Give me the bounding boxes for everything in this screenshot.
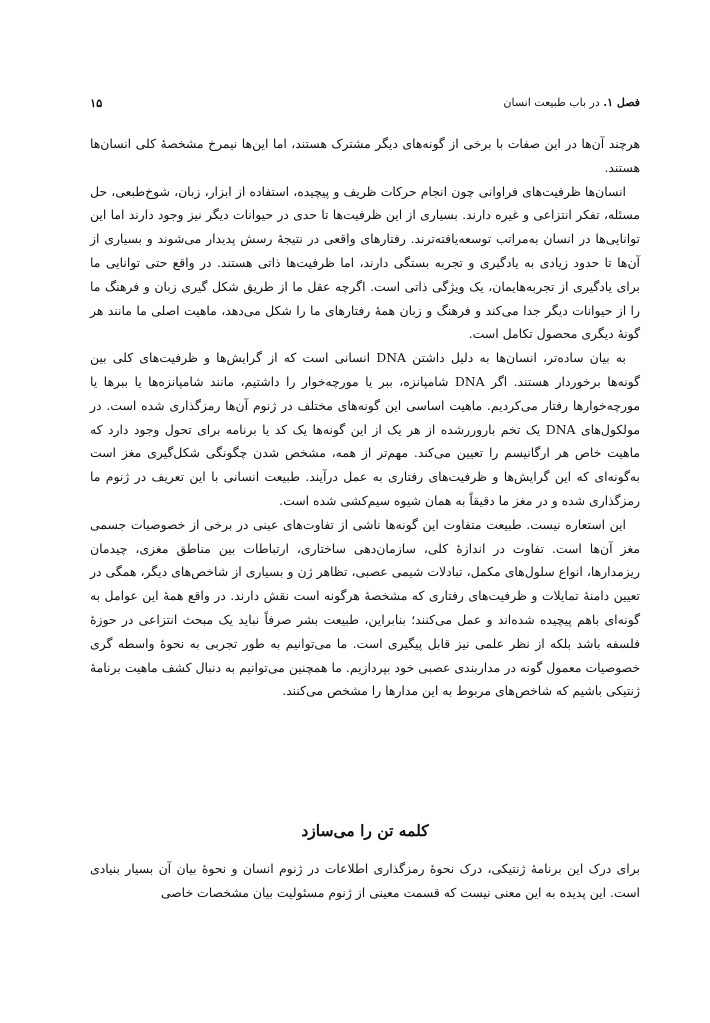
- chapter-label: فصل ۱.: [603, 96, 640, 109]
- paragraph-genetic-program: برای درک این برنامهٔ ژنتیکی، درک نحوهٔ رمزگذاری اطلاعات در ژنوم انسان و نحوهٔ بیان آن بسیار بنیادی است. این پدیده به این معنی نیست که قسمت معینی از ژنوم مسئولیت بیان مشخصات خاصی: [90, 861, 640, 900]
- body-text: [90, 132, 640, 703]
- chapter-header: [503, 94, 640, 112]
- page-number: ۱۵: [90, 96, 103, 110]
- chapter-title: در باب طبیعت انسان: [503, 96, 600, 109]
- paragraph-continued: هرچند آن‌ها در این صفات با برخی از گونه‌های دیگر مشترک هستند، اما این‌ها نیمرخ مشخصهٔ کلی انسان‌ها هستند.: [90, 136, 640, 175]
- paragraph-dna: به بیان ساده‌تر، انسان‌ها به دلیل داشتن DNA انسانی است که از گرایش‌ها و ظرفیت‌های کلی بین گونه‌ها برخوردار هستند. اگر DNA شامپانزه، ببر یا مورچه‌خوار را داشتیم، مانند شامپانزه‌ها یا ببرها یا مورچه‌خوارها رفتار می‌کردیم. ماهیت اساسی این گونه‌های مختلف در ژنوم آن‌ها رمزگذاری شده است. در مولکول‌های DNA یک تخم باروررشده از هر یک از این گونه‌ها یک کد یا برنامه برای تحول وجود دارد که ماهیت خاص هر ارگانیسم را تعیین می‌کند. مهم‌تر از همه، مشخص شدن چگونگی شکل‌گیری مغز است به‌گونه‌ای که این گرایش‌ها و ظرفیت‌های رفتاری به عمل درآیند. طبیعت انسانی با این تعریف در ژنوم ما رمزگذاری شده و در مغز ما دقیقاً به همان شیوه سیم‌کشی شده است.: [90, 350, 640, 508]
- paragraph-metaphor: این استعاره نیست. طبیعت متفاوت این گونه‌ها ناشی از تفاوت‌های عینی در برخی از خصوصیات جسمی مغز آن‌ها است. تفاوت در اندازهٔ کلی، سازمان‌دهی ساختاری، ارتباطات بین مناطق مغزی، چیدمان ریزمدارها، انواع سلول‌های مکمل، تبادلات شیمی عصبی، تظاهر ژن و بسیاری از شاخص‌های دیگر، همگی در تعیین دامنهٔ تمایلات و ظرفیت‌های رفتاری که مشخصهٔ هرگونه است نقش دارند. در واقع همهٔ این عوامل به گونه‌ای باهم پیچیده شده‌اند و عمل می‌کنند؛ بنابراین، طبیعت بشر صرفاً نباید یک مبحث انتزاعی در حوزهٔ فلسفه باشد بلکه از نظر علمی نیز قابل پیگیری است. ما می‌توانیم به طور تجربی به نحوهٔ واسطه گری خصوصیات معمول گونه در مداربندی عصبی خود بپردازیم. ما همچنین می‌توانیم به دنبال کشف ماهیت برنامهٔ ژنتیکی باشیم که شاخص‌های مربوط به این مدارها را مشخص می‌کنند.: [90, 516, 640, 699]
- section-body: [90, 857, 640, 905]
- running-header: [90, 94, 640, 112]
- paragraph-capacities: انسان‌ها ظرفیت‌های فراوانی چون انجام حرکات ظریف و پیچیده، استفاده از ابزار، زبان، شوخ‌طبعی، حل مسئله، تفکر انتزاعی و غیره دارند. بسیاری از این ظرفیت‌ها تا حدی در حیوانات دیگر نیز وجود دارند اما این توانایی‌ها در انسان به‌مراتب توسعه‌یافته‌ترند. رفتارهای واقعی در نتیجهٔ رسش پدیدار می‌شوند و بسیاری از آن‌ها تا حدود زیادی به یادگیری و تجربه بستگی دارند، اما ظرفیت‌ها ذاتی هستند. در واقع حتی توانایی ما برای یادگیری از تجربه‌هایمان، یک ویژگی ذاتی است. اگرچه عقل ما از طریق شکل گیری زبان و فرهنگ ما را از حیوانات دیگر جدا می‌کند و فرهنگ و زبان همهٔ رفتارهای ما را شکل می‌دهد، ماهیت اصلی ما مانند هر گونهٔ دیگری محصول تکامل است.: [90, 183, 640, 342]
- section-heading: کلمه تن را می‌سازد: [301, 821, 429, 840]
